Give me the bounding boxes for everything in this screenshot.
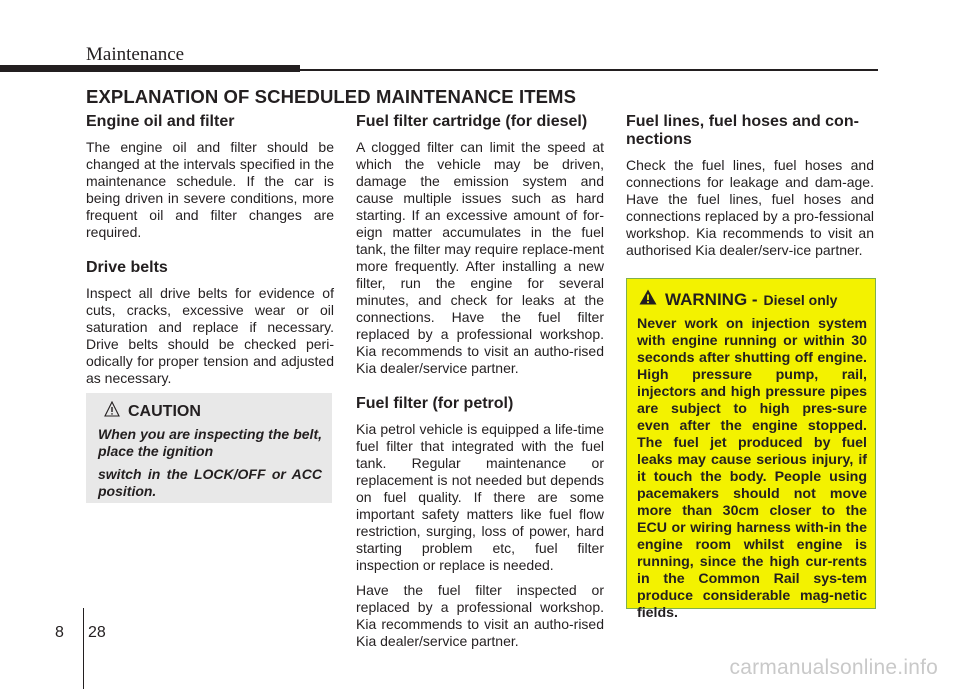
caution-box (86, 393, 332, 503)
warning-title: WARNING - (665, 289, 758, 309)
header-rule-thick (0, 65, 300, 72)
drive-belts-heading: Drive belts (86, 259, 168, 276)
caution-line-1: When you are inspecting the belt, place the ignition (98, 426, 322, 459)
caution-triangle-icon (104, 401, 120, 422)
chapter-number: 8 (55, 624, 64, 641)
column-2 (356, 113, 604, 658)
column-1 (86, 113, 334, 395)
fuel-filter-petrol-body-1: Kia petrol vehicle is equipped a life-time fuel filter that integrated with the fuel tank. Regular maintenance or replacement is not needed but depends on fuel quality. If there are some important safety matters like fuel flow restriction, surging, loss of power, hard starting problem etc, fuel filter inspection or replace is needed. (356, 421, 604, 573)
caution-title: CAUTION (128, 402, 201, 420)
warning-subtitle: Diesel only (763, 291, 838, 308)
watermark: carmanualsonline.info (729, 656, 938, 679)
drive-belts-body: Inspect all drive belts for evidence of cuts, cracks, excessive wear or oil saturation and replace if necessary. Drive belts should be checked peri-odically for proper tension and adjusted as necessary. (86, 285, 334, 386)
warning-triangle-icon (639, 289, 657, 310)
fuel-filter-cartridge-heading: Fuel filter cartridge (for diesel) (356, 113, 588, 130)
engine-oil-heading: Engine oil and filter (86, 113, 235, 130)
header-rule-thin (300, 69, 878, 71)
page-number: 28 (88, 624, 106, 641)
footer-divider (83, 608, 84, 689)
engine-oil-body: The engine oil and filter should be changed at the intervals specified in the maintenance schedule. If the car is being driven in severe conditions, more frequent oil and filter changes are required. (86, 139, 334, 240)
header-title: Maintenance (86, 44, 185, 65)
column-3 (626, 113, 874, 267)
fuel-lines-body: Check the fuel lines, fuel hoses and connections for leakage and dam-age. Have the fuel lines, fuel hoses and connections replaced by a pro-fessional workshop. Kia recommends to visit an authorised Kia dealer/serv-ice partner. (626, 157, 874, 258)
fuel-filter-petrol-heading: Fuel filter (for petrol) (356, 395, 514, 412)
warning-box (626, 278, 876, 621)
fuel-lines-heading: Fuel lines, fuel hoses and con-nections (626, 113, 859, 148)
warning-body: Never work on injection system with engine running or within 30 seconds after shutting off engine. High pressure pump, rail, injectors and high pressure pipes are subject to high pres-sure even after the engine stopped. The fuel jet produced by fuel leaks may cause serious injury, if it touch the body. People using pacemakers should not move more than 30cm closer to the ECU or wiring harness with-in the engine room whilst engine is running, since the high cur-rents in the Common Rail sys-tem produce considerable mag-netic fields. (637, 316, 867, 621)
fuel-filter-cartridge-body: A clogged filter can limit the speed at which the vehicle may be driven, damage the emission system and cause multiple issues such as hard starting. If an excessive amount of for-eign matter accumulates in the fuel tank, the filter may require replace-ment more frequently. After installing a new filter, run the engine for several minutes, and check for leaks at the connections. Have the fuel filter replaced by a professional workshop. Kia recommends to visit an autho-rised Kia dealer/service partner. (356, 139, 604, 376)
section-title: EXPLANATION OF SCHEDULED MAINTENANCE ITEMS (86, 86, 577, 107)
caution-line-2: switch in the LOCK/OFF or ACC position. (98, 466, 322, 499)
fuel-filter-petrol-body-2: Have the fuel filter inspected or replaced by a professional workshop. Kia recommends to visit an autho-rised Kia dealer/service partner. (356, 582, 604, 649)
